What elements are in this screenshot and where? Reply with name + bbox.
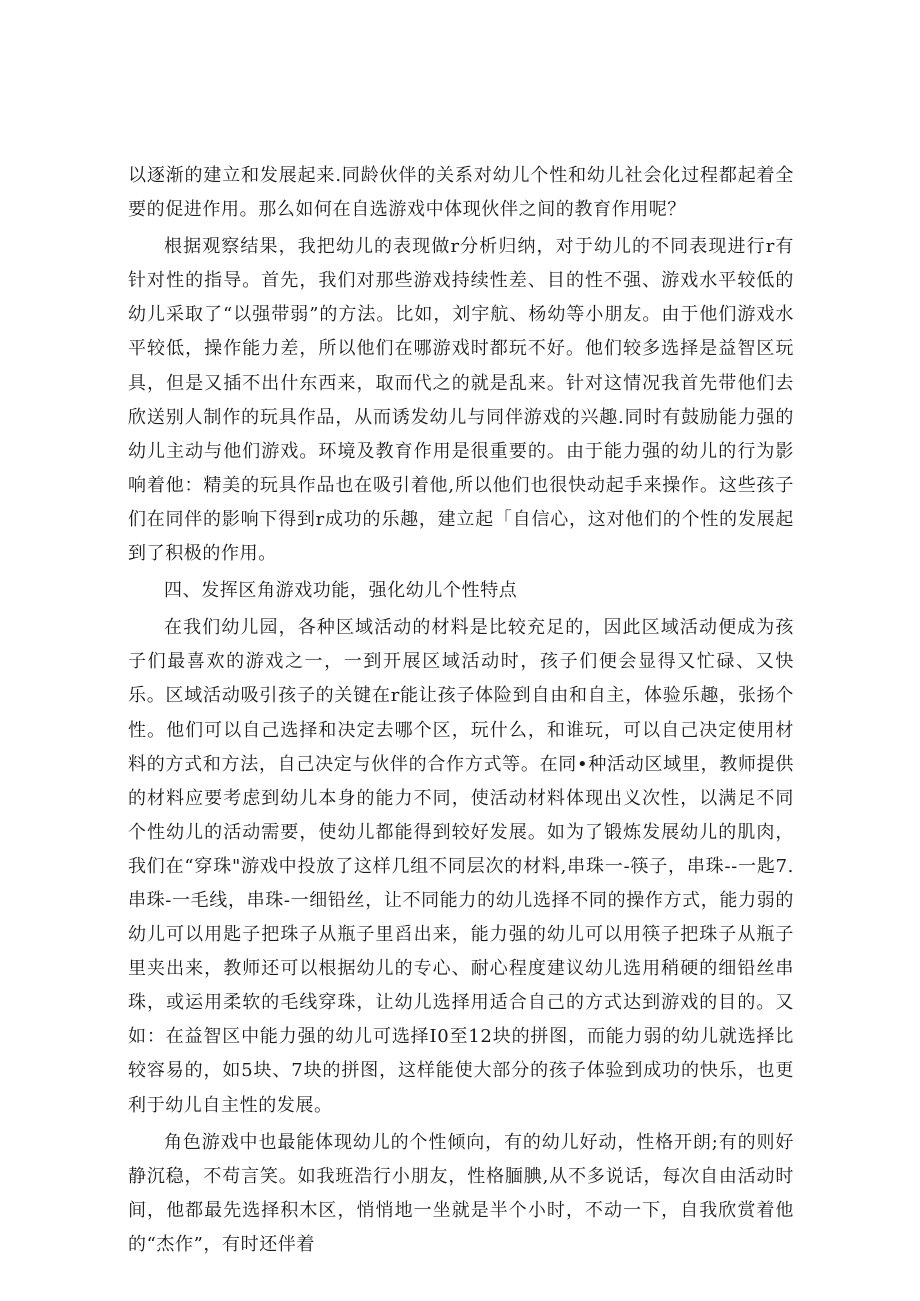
paragraph-continuation: 以逐渐的建立和发展起来.同龄伙伴的关系对幼儿个性和幼儿社会化过程都起着全要的促进作用。那么如何在自选游戏中体现伙伴之间的教育作用呢？ bbox=[128, 165, 794, 221]
document-page bbox=[128, 159, 794, 1262]
paragraph-role-play: 角色游戏中也最能体现幼儿的个性倾向，有的幼儿好动，性格开朗;有的则好静沉稳，不苟言笑。如我班浩行小朋友，性格腼腆,从不多说话，每次自由活动时间，他都最先选择积木区，悄悄地一坐就是半个小时，不动一下，自我欣赏着他的“杰作”，有时还伴着 bbox=[128, 1131, 794, 1255]
paragraph-observation: 根据观察结果，我把幼儿的表现做r分析归纳，对于幼儿的不同表现进行r有针对性的指导。首先，我们对那些游戏持续性差、目的性不强、游戏水平较低的幼儿采取了“以强带弱”的方法。比如，刘宇航、杨幼等小朋友。由于他们游戏水平较低，操作能力差，所以他们在哪游戏时都玩不好。他们较多选择是益智区玩具，但是又插不出什东西来，取而代之的就是乱来。针对这情况我首先带他们去欣送别人制作的玩具作品，从而诱发幼儿与同伴游戏的兴趣.同时有鼓励能力强的幼儿主动与他们游戏。环境及教育作用是很重要的。由于能力强的幼儿的行为影响着他：精美的玩具作品也在吸引着他,所以他们也很快动起手来操作。这些孩子们在同伴的影响下得到r成功的乐趣，建立起「自信心，这对他们的个性的发展起到了积极的作用。 bbox=[128, 236, 794, 565]
section-heading-four: 四、发挥区角游戏功能，强化幼儿个性特点 bbox=[164, 580, 518, 602]
paragraph-area-activities: 在我们幼儿园，各种区域活动的材料是比较充足的，因此区域活动便成为孩子们最喜欢的游戏之一，一到开展区域活动时，孩子们便会显得又忙碌、又快乐。区域活动吸引孩子的关键在r能让孩子体险到自由和自主，体验乐趣，张扬个性。他们可以自己选择和决定去哪个区，玩什么，和谁玩，可以自己决定使用材料的方式和方法，自己决定与伙伴的合作方式等。在同•种活动区域里，教师提供的材料应要考虑到幼儿本身的能力不同，使活动材料体现出义次性，以满足不同个性幼儿的活动需要，使幼儿都能得到较好发展。如为了锻炼发展幼儿的肌肉，我们在“穿珠"游戏中投放了这样几组不同层次的材料,串珠一-筷子，串珠--一匙7.串珠-一毛线，串珠-一细铅丝，让不同能力的幼儿选择不同的操作方式，能力弱的幼儿可以用匙子把珠子从瓶子里舀出来，能力强的幼儿可以用筷子把珠子从瓶子里夹出来，教师还可以根据幼儿的专心、耐心程度建议幼儿选用稍硬的细铅丝串珠，或运用柔软的毛线穿珠，让幼儿选择用适合自己的方式达到游戏的目的。又如：在益智区中能力强的幼儿可选择I0至12块的拼图，而能力弱的幼儿就选择比较容易的，如5块、7块的拼图，这样能使大部分的孩子体验到成功的快乐，也更利于幼儿自主性的发展。 bbox=[128, 617, 794, 1116]
